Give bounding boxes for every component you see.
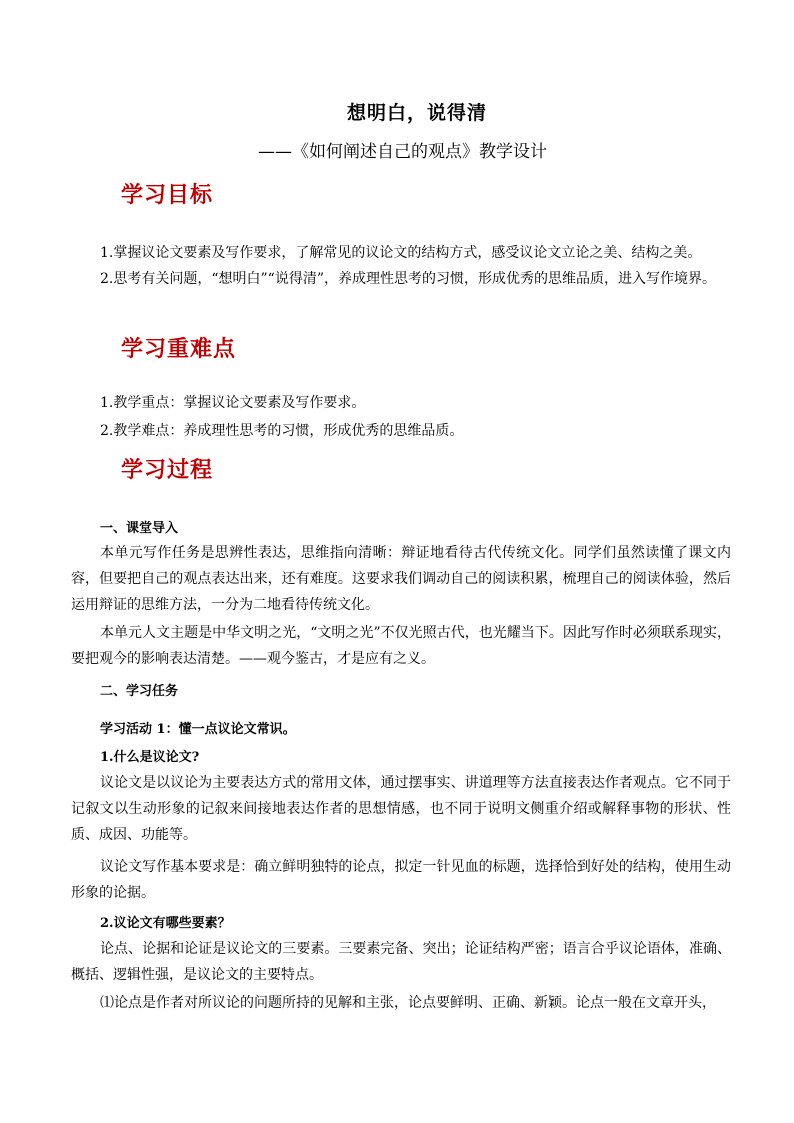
question1-heading: 1.什么是议论文? xyxy=(100,750,200,765)
objectives-item-2: 2.思考有关问题，“想明白”“说得清”，养成理性思考的习惯，形成优秀的思维品质，进入写作境界。 xyxy=(100,271,716,287)
key-points-item-1-text: 1.教学重点：掌握议论文要素及写作要求。 xyxy=(100,395,366,411)
objectives-item-1-text: 1.掌握议论文要素及写作要求，了解常见的议论文的结构方式，感受议论文立论之美、结构之美。 xyxy=(100,245,702,261)
document-title: 想明白，说得清 xyxy=(346,102,487,124)
part1-paragraph-2: 本单元人文主题是中华文明之光，“文明之光”不仅光照古代，也光耀当下。因此写作时必须联系现实，要把观今的影响表达清楚。——观今鉴古，才是应有之义。 xyxy=(71,625,731,667)
question2-paragraph-2: ⑴论点是作者对所议论的问题所持的见解和主张，论点要鲜明、正确、新颖。论点一般在文章开头， xyxy=(100,995,716,1011)
section-heading-objectives: 学习目标 xyxy=(121,182,214,208)
objectives-item-1 xyxy=(71,240,731,266)
document-subtitle: ——《如何阐述自己的观点》教学设计 xyxy=(258,142,547,162)
question2-paragraph-1: 论点、论据和论证是议论文的三要素。三要素完备、突出；论证结构严密；语言合乎议论语体，准确、概括、逻辑性强，是议论文的主要特点。 xyxy=(71,941,731,983)
question1-paragraph-1: 议论文是以议论为主要表达方式的常用文体，通过摆事实、讲道理等方法直接表达作者观点。它不同于记叙文以生动形象的记叙来间接地表达作者的思想情感，也不同于说明文侧重介绍或解释事物的形状、性质、成因、功能等。 xyxy=(71,775,731,843)
key-points-item-2-text: 2.教学难点：养成理性思考的习惯，形成优秀的思维品质。 xyxy=(100,423,464,439)
part1-heading: 一、课堂导入 xyxy=(100,521,179,536)
part1-paragraph-1: 本单元写作任务是思辨性表达，思维指向清晰：辩证地看待古代传统文化。同学们虽然读懂了课文内容，但要把自己的观点表达出来，还有难度。这要求我们调动自己的阅读积累，梳理自己的阅读体验，然后运用辩证的思维方法，一分为二地看待传统文化。 xyxy=(71,545,731,613)
key-points-item-1 xyxy=(71,390,731,416)
key-points-item-2 xyxy=(71,418,731,444)
section-heading-process: 学习过程 xyxy=(121,457,214,483)
question2-heading: 2.议论文有哪些要素？ xyxy=(100,916,231,931)
part2-heading: 二、学习任务 xyxy=(100,684,179,699)
question1-paragraph-2: 议论文写作基本要求是：确立鲜明独特的论点，拟定一针见血的标题，选择恰到好处的结构，使用生动形象的论据。 xyxy=(71,859,731,901)
activity1-heading: 学习活动 1：懂一点议论文常识。 xyxy=(100,722,296,737)
section-heading-key-points: 学习重难点 xyxy=(121,336,237,362)
